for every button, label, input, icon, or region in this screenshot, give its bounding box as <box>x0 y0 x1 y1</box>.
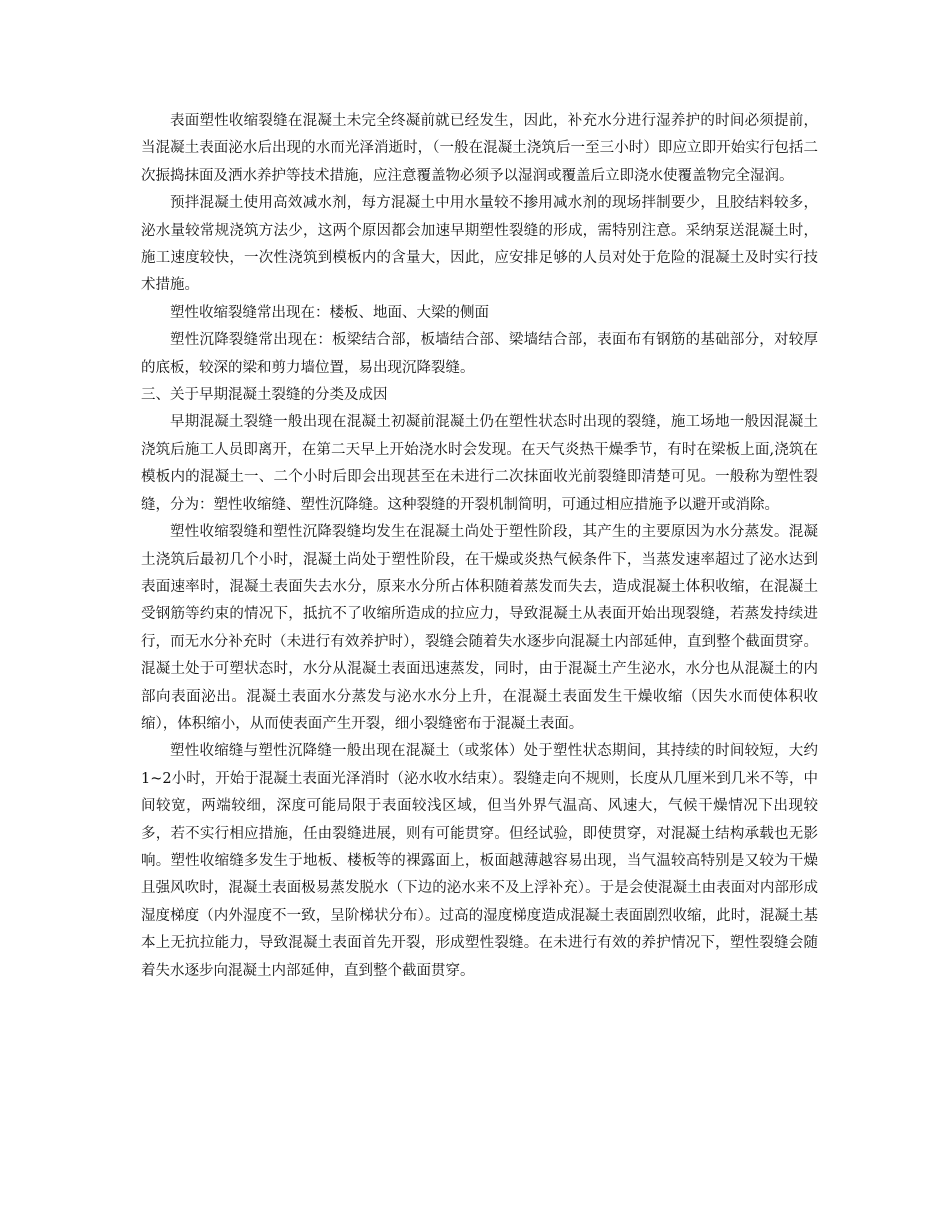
paragraph-surface-shrinkage: 表面塑性收缩裂缝在混凝土未完全终凝前就已经发生，因此，补充水分进行湿养护的时间必须提前，当混凝土表面泌水后出现的水而光泽消逝时，（一般在混凝土浇筑后一至三小时）即应立即开始实行包括二次振捣抹面及洒水养护等技术措施，应注意覆盖物必须予以湿润或覆盖后立即浇水使覆盖物完全湿润。 <box>141 113 818 184</box>
paragraph-cause-evaporation: 塑性收缩裂缝和塑性沉降裂缝均发生在混凝土尚处于塑性阶段，其产生的主要原因为水分蒸发。混凝土浇筑后最初几个小时，混凝土尚处于塑性阶段，在干燥或炎热气候条件下，当蒸发速率超过了泌水达到表面速率时，混凝土表面失去水分，原来水分所占体积随着蒸发而失去，造成混凝土体积收缩，在混凝土受钢筋等约束的情况下，抵抗不了收缩所造成的拉应力，导致混凝土从表面开始出现裂缝，若蒸发持续进行，而无水分补充时（未进行有效养护时），裂缝会随着失水逐步向混凝土内部延伸，直到整个截面贯穿。混凝土处于可塑状态时，水分从混凝土表面迅速蒸发，同时，由于混凝土产生泌水，水分也从混凝土的内部向表面泌出。混凝土表面水分蒸发与泌水水分上升，在混凝土表面发生干燥收缩（因失水而使体积收缩），体积缩小，从而使表面产生开裂，细小裂缝密布于混凝土表面。 <box>141 524 818 732</box>
paragraph-ready-mix: 预拌混凝土使用高效减水剂，每方混凝土中用水量较不掺用减水剂的现场拌制要少，且胶结料较多，泌水量较常规浇筑方法少，这两个原因都会加速早期塑性裂缝的形成，需特别注意。采纳泵送混凝土时，施工速度较快，一次性浇筑到模板内的含量大，因此，应安排足够的人员对处于危险的混凝土及时实行技术措施。 <box>141 195 818 294</box>
section-heading: 三、关于早期混凝土裂缝的分类及成因 <box>141 387 388 404</box>
paragraph-early-cracks: 早期混凝土裂缝一般出现在混凝土初凝前混凝土仍在塑性状态时出现的裂缝，施工场地一般因混凝土浇筑后施工人员即离开，在第二天早上开始浇水时会发现。在天气炎热干燥季节，有时在梁板上面,浇筑在模板内的混凝土一、二个小时后即会出现甚至在未进行二次抹面收光前裂缝即清楚可见。一般称为塑性裂缝，分为：塑性收缩缝、塑性沉降缝。这种裂缝的开裂机制简明，可通过相应措施予以避开或消除。 <box>141 414 818 513</box>
paragraph-crack-characteristics: 塑性收缩缝与塑性沉降缝一般出现在混凝土（或浆体）处于塑性状态期间，其持续的时间较短，大约1~2小时，开始于混凝土表面光泽消时（泌水收水结束）。裂缝走向不规则，长度从几厘米到几米不等，中间较宽，两端较细，深度可能局限于表面较浅区域，但当外界气温高、风速大，气候干燥情况下出现较多，若不实行相应措施，任由裂缝进展，则有可能贯穿。但经试验，即使贯穿，对混凝土结构承载也无影响。塑性收缩缝多发生于地板、楼板等的裸露面上，板面越薄越容易出现，当气温较高特别是又较为干燥且强风吹时，混凝土表面极易蒸发脱水（下边的泌水来不及上浮补充）。于是会使混凝土由表面对内部形成湿度梯度（内外湿度不一致，呈阶梯状分布）。过高的湿度梯度造成混凝土表面剧烈收缩，此时，混凝土基本上无抗拉能力，导致混凝土表面首先开裂，形成塑性裂缝。在未进行有效的养护情况下，塑性裂缝会随着失水逐步向混凝土内部延伸，直到整个截面贯穿。 <box>141 743 818 979</box>
paragraph-shrinkage-locations: 塑性收缩裂缝常出现在：楼板、地面、大梁的侧面 <box>170 304 489 321</box>
paragraph-settlement-locations: 塑性沉降裂缝常出现在：板梁结合部，板墙结合部、梁墙结合部，表面布有钢筋的基础部分，对较厚的底板，较深的梁和剪力墙位置，易出现沉降裂缝。 <box>141 332 818 376</box>
